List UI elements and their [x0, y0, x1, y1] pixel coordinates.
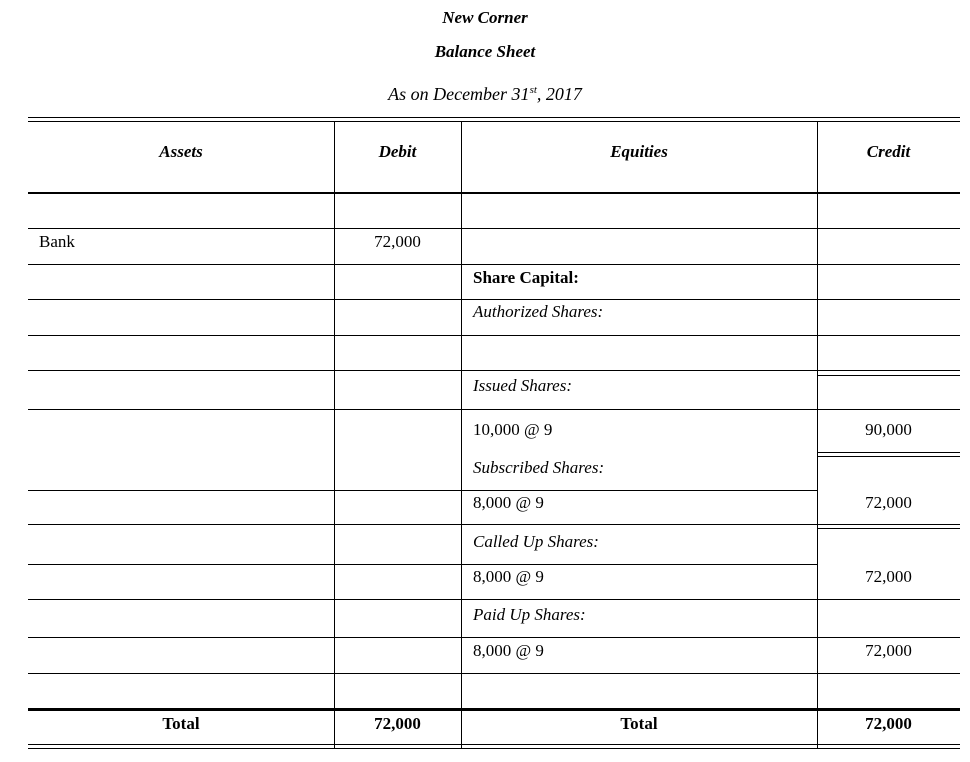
header-rule [28, 192, 960, 194]
equities-total-value: 72,000 [865, 714, 912, 733]
document-title: Balance Sheet [434, 42, 536, 61]
credit-rule [817, 375, 960, 376]
paid-up-shares-value: 72,000 [865, 641, 912, 660]
issued-shares-detail: 10,000 @ 9 [473, 420, 553, 439]
column-divider [334, 121, 335, 748]
row-rule [28, 228, 960, 229]
row-rule [28, 490, 817, 491]
row-rule [28, 335, 960, 336]
credit-header: Credit [866, 142, 911, 161]
share-capital-heading: Share Capital: [473, 268, 579, 287]
row-rule [28, 637, 817, 638]
row-rule [28, 370, 960, 371]
row-rule [28, 299, 960, 300]
date-prefix: As on December 31 [388, 84, 530, 104]
assets-header: Assets [159, 142, 203, 161]
credit-rule [817, 452, 960, 453]
date-suffix: , 2017 [536, 84, 582, 104]
subscribed-shares-label: Subscribed Shares: [473, 458, 605, 477]
subscribed-shares-value: 72,000 [865, 493, 912, 512]
bottom-rule [28, 748, 960, 749]
subscribed-shares-detail: 8,000 @ 9 [473, 493, 544, 512]
date-ordinal: st [529, 84, 537, 96]
bank-value: 72,000 [374, 232, 421, 251]
top-rule [28, 117, 960, 118]
total-rule [28, 708, 960, 711]
company-name: New Corner [442, 8, 528, 27]
column-divider [461, 121, 462, 748]
bank-label: Bank [39, 232, 75, 251]
bottom-rule [28, 744, 960, 745]
row-rule [28, 264, 960, 265]
equities-total-label: Total [620, 714, 658, 733]
row-rule [28, 524, 960, 525]
credit-rule [817, 637, 960, 638]
equities-header: Equities [610, 142, 668, 161]
credit-rule [817, 528, 960, 529]
paid-up-shares-label: Paid Up Shares: [473, 605, 586, 624]
issued-shares-value: 90,000 [865, 420, 912, 439]
issued-shares-label: Issued Shares: [473, 376, 572, 395]
top-rule [28, 121, 960, 122]
statement-date [0, 84, 970, 105]
debit-header: Debit [378, 142, 417, 161]
called-up-shares-label: Called Up Shares: [473, 532, 599, 551]
assets-total-value: 72,000 [374, 714, 421, 733]
row-rule [28, 599, 960, 600]
row-rule [28, 673, 960, 674]
called-up-shares-detail: 8,000 @ 9 [473, 567, 544, 586]
credit-rule [817, 456, 960, 457]
row-rule [28, 564, 817, 565]
row-rule [28, 409, 462, 410]
authorized-shares-label: Authorized Shares: [473, 302, 604, 321]
row-rule [462, 409, 960, 410]
assets-total-label: Total [162, 714, 200, 733]
paid-up-shares-detail: 8,000 @ 9 [473, 641, 544, 660]
called-up-shares-value: 72,000 [865, 567, 912, 586]
